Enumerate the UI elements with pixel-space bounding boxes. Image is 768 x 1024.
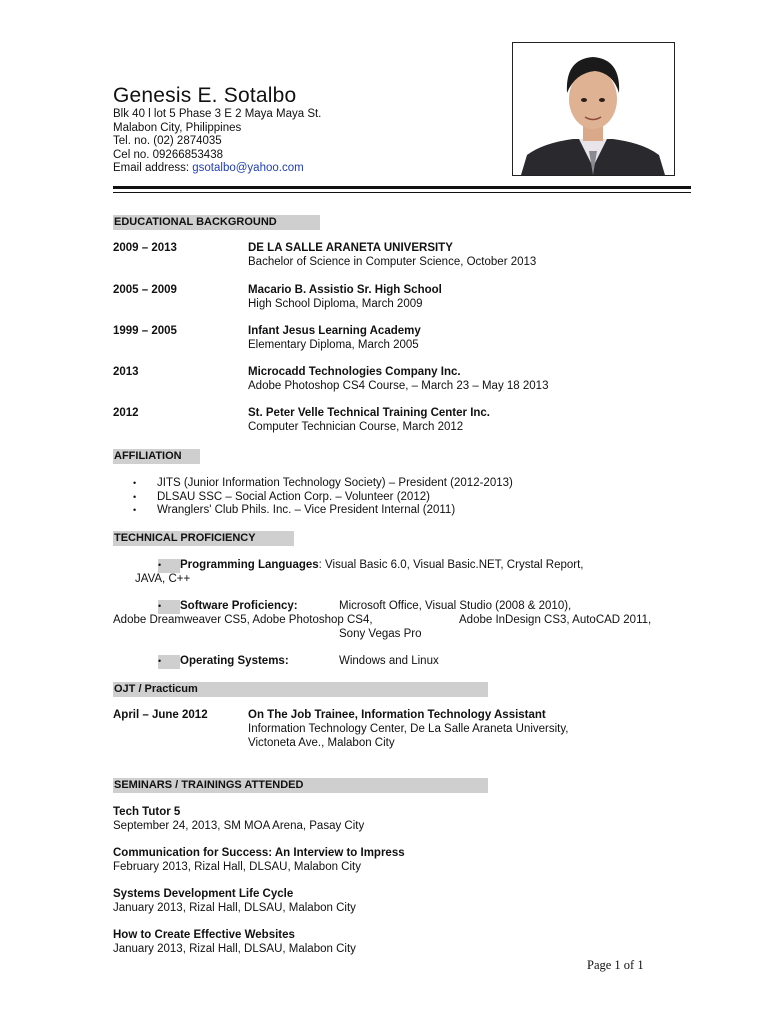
school-name: Microcadd Technologies Company Inc. <box>248 366 461 378</box>
ojt-title: On The Job Trainee, Information Technology Assistant <box>248 709 546 721</box>
section-heading-seminars: SEMINARS / TRAININGS ATTENDED <box>113 778 488 793</box>
cellphone: Cel no. 09266853438 <box>113 148 223 161</box>
education-date: 2012 <box>113 407 139 419</box>
school-detail: High School Diploma, March 2009 <box>248 297 423 310</box>
school-detail: Adobe Photoshop CS4 Course, – March 23 – May 18 2013 <box>248 379 549 392</box>
section-heading-technical: TECHNICAL PROFICIENCY <box>113 531 294 546</box>
bullet-icon: • <box>158 559 180 573</box>
list-item: • Wranglers' Club Phils. Inc. – Vice President Internal (2011) <box>133 504 456 517</box>
contact-block <box>113 108 321 176</box>
section-heading-ojt: OJT / Practicum <box>113 682 488 697</box>
education-date: 2013 <box>113 366 139 378</box>
page-number: Page 1 of 1 <box>587 958 644 972</box>
software-list-1: Microsoft Office, Visual Studio (2008 & 2010), <box>339 600 572 612</box>
software-list-2: Adobe Dreamweaver CS5, Adobe Photoshop CS4, <box>113 614 373 626</box>
bullet-icon: • <box>133 478 137 488</box>
school-name: St. Peter Velle Technical Training Center Inc. <box>248 407 491 419</box>
seminar-item <box>113 847 405 875</box>
profile-photo <box>512 42 675 176</box>
affiliation-list <box>133 477 513 518</box>
telephone: Tel. no. (02) 2874035 <box>113 135 222 148</box>
email-link[interactable]: gsotalbo@yahoo.com <box>192 162 304 175</box>
education-entry <box>248 325 421 353</box>
school-name: DE LA SALLE ARANETA UNIVERSITY <box>248 242 453 254</box>
school-name: Infant Jesus Learning Academy <box>248 325 421 337</box>
seminar-title: Communication for Success: An Interview to Impress <box>113 847 405 859</box>
seminar-title: Tech Tutor 5 <box>113 806 181 818</box>
operating-systems: • Operating Systems: <box>158 655 289 667</box>
ojt-line-2: Victoneta Ave., Malabon City <box>248 736 395 749</box>
bullet-icon: • <box>133 505 137 516</box>
programming-languages-cont: JAVA, C++ <box>135 573 191 585</box>
bullet-icon: • <box>158 655 180 669</box>
seminar-title: How to Create Effective Websites <box>113 929 295 941</box>
school-detail: Elementary Diploma, March 2005 <box>248 338 419 351</box>
list-item: • DLSAU SSC – Social Action Corp. – Volunteer (2012) <box>133 490 430 503</box>
seminar-detail: January 2013, Rizal Hall, DLSAU, Malabon City <box>113 901 356 914</box>
ojt-line-1: Information Technology Center, De La Salle Araneta University, <box>248 722 569 735</box>
bullet-icon: • <box>133 491 137 502</box>
address-line-1: Blk 40 l lot 5 Phase 3 E 2 Maya Maya St. <box>113 108 322 120</box>
software-list-4: Sony Vegas Pro <box>339 628 422 640</box>
education-entry <box>248 284 442 312</box>
school-name: Macario B. Assistio Sr. High School <box>248 284 442 296</box>
school-detail: Computer Technician Course, March 2012 <box>248 420 464 433</box>
portrait-illustration <box>513 43 674 175</box>
address-line-2: Malabon City, Philippines <box>113 121 242 134</box>
seminar-detail: January 2013, Rizal Hall, DLSAU, Malabon City <box>113 942 356 955</box>
seminar-item <box>113 929 356 957</box>
seminar-item <box>113 888 356 916</box>
education-entry <box>248 366 548 394</box>
school-detail: Bachelor of Science in Computer Science, October 2013 <box>248 255 537 268</box>
seminar-detail: September 24, 2013, SM MOA Arena, Pasay City <box>113 819 365 832</box>
list-item: • JITS (Junior Information Technology Society) – President (2012-2013) <box>133 477 513 489</box>
email-line <box>113 162 321 176</box>
header-rule-thin <box>113 192 691 193</box>
header-rule-thick <box>113 186 691 189</box>
applicant-name: Genesis E. Sotalbo <box>113 84 297 107</box>
bullet-icon: • <box>158 600 180 614</box>
software-proficiency: • Software Proficiency: <box>158 600 298 612</box>
software-list-3: Adobe InDesign CS3, AutoCAD 2011, <box>459 614 652 626</box>
education-date: 1999 – 2005 <box>113 325 177 337</box>
email-label: Email address: <box>113 162 193 175</box>
section-heading-affiliation: AFFILIATION <box>113 449 200 464</box>
seminar-title: Systems Development Life Cycle <box>113 888 294 900</box>
section-heading-education: EDUCATIONAL BACKGROUND <box>113 215 320 230</box>
seminar-item <box>113 806 364 834</box>
operating-systems-value: Windows and Linux <box>339 655 439 667</box>
ojt-date: April – June 2012 <box>113 709 208 721</box>
ojt-entry <box>248 709 568 750</box>
education-entry <box>248 242 536 270</box>
education-date: 2005 – 2009 <box>113 284 177 296</box>
seminar-detail: February 2013, Rizal Hall, DLSAU, Malabon City <box>113 860 361 873</box>
programming-languages: • Programming Languages: Visual Basic 6.0, Visual Basic.NET, Crystal Report, <box>158 559 584 571</box>
education-date: 2009 – 2013 <box>113 242 177 254</box>
education-entry <box>248 407 490 435</box>
